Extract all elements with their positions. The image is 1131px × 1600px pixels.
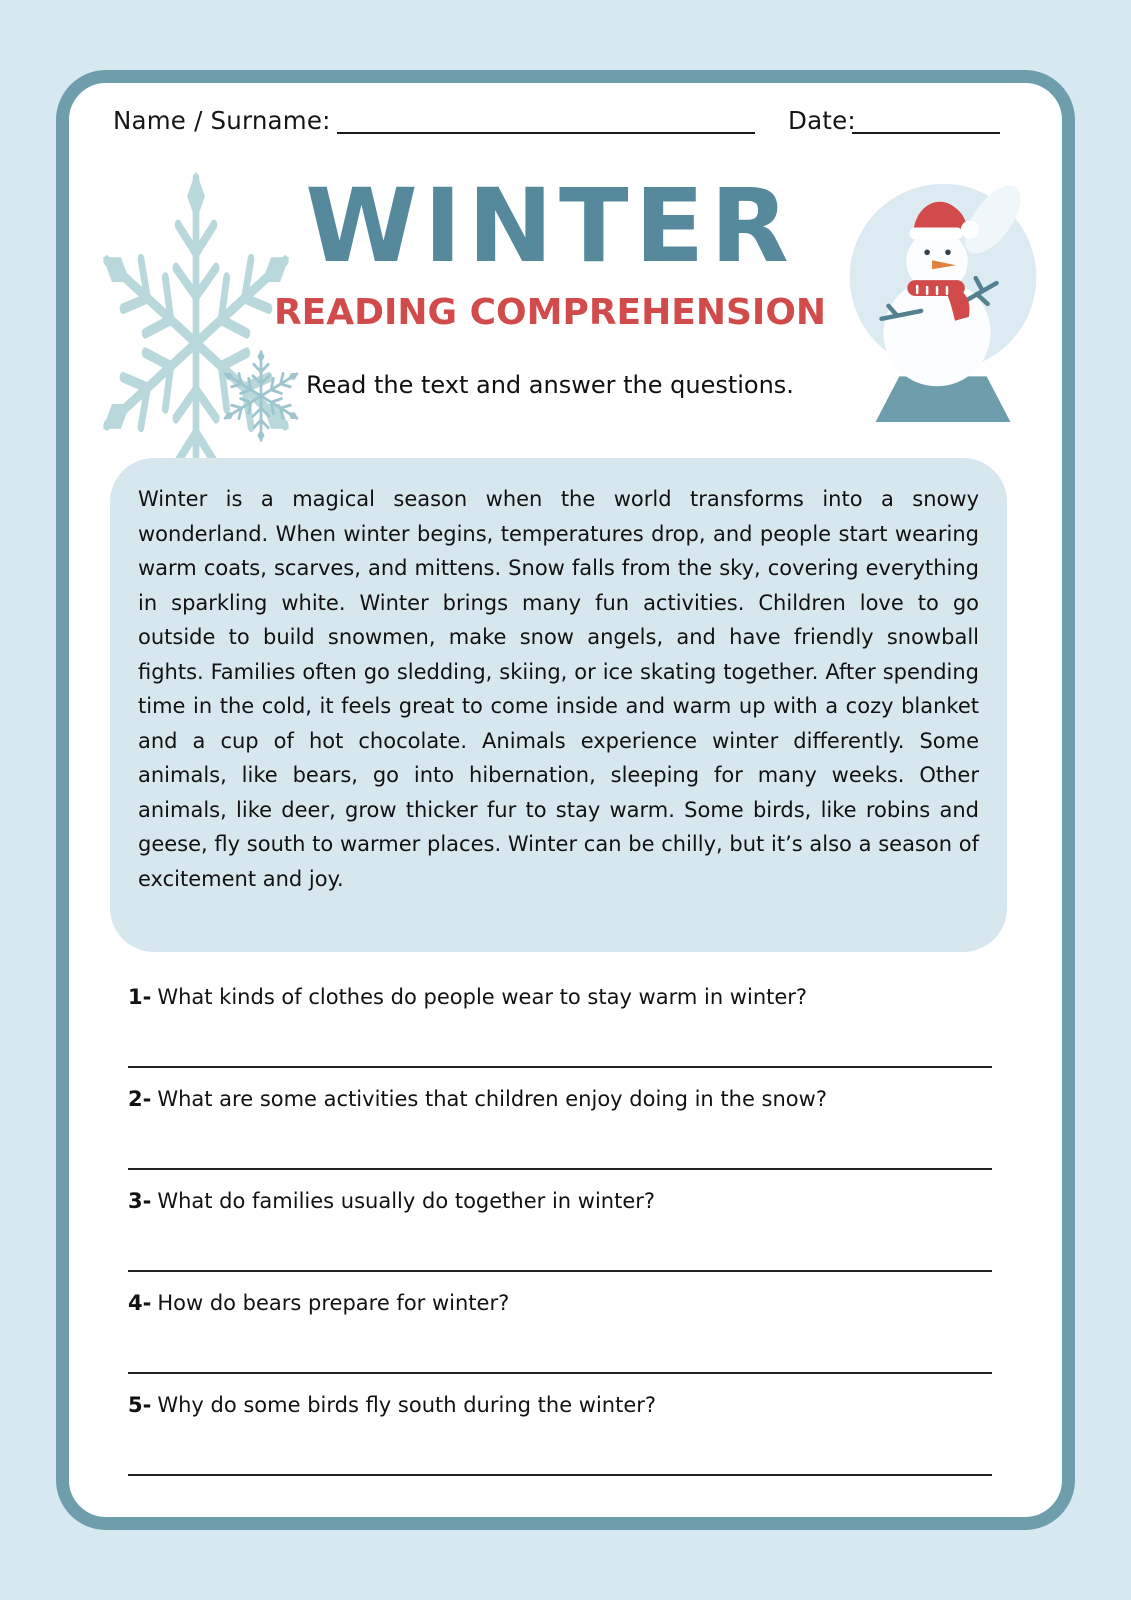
page-subtitle: READING COMPREHENSION	[273, 292, 827, 334]
question-text: 5- Why do some birds fly south during the winter?	[128, 1393, 657, 1417]
questions-list	[128, 982, 992, 1492]
question-item	[128, 1084, 992, 1170]
question-text: 1- What kinds of clothes do people wear to stay warm in winter?	[128, 985, 808, 1009]
snowglobe-snowman-icon	[842, 166, 1044, 424]
question-number: 5-	[128, 1393, 152, 1417]
date-label: Date:	[788, 106, 856, 135]
page-title: WINTER	[305, 167, 795, 286]
answer-line[interactable]	[128, 1270, 992, 1272]
question-text: 4- How do bears prepare for winter?	[128, 1291, 510, 1315]
instruction-text: Read the text and answer the questions.	[306, 371, 794, 400]
question-item	[128, 1288, 992, 1374]
question-item	[128, 982, 992, 1068]
question-number: 2-	[128, 1087, 152, 1111]
name-surname-label: Name / Surname:	[113, 106, 331, 135]
answer-line[interactable]	[128, 1066, 992, 1068]
name-input-line[interactable]	[337, 104, 755, 134]
answer-line[interactable]	[128, 1474, 992, 1476]
question-number: 4-	[128, 1291, 152, 1315]
question-text: 2- What are some activities that children enjoy doing in the snow?	[128, 1087, 827, 1111]
title-block	[250, 167, 850, 400]
question-text: 3- What do families usually do together in winter?	[128, 1189, 656, 1213]
question-item	[128, 1390, 992, 1476]
question-number: 1-	[128, 985, 152, 1009]
answer-line[interactable]	[128, 1372, 992, 1374]
date-input-line[interactable]	[852, 104, 1000, 134]
question-number: 3-	[128, 1189, 152, 1213]
question-item	[128, 1186, 992, 1272]
reading-passage: Winter is a magical season when the world transforms into a snowy wonderland. When winter begins, temperatures drop, and people start wearing warm coats, scarves, and mittens. Snow falls from the sky, covering everything in sparkling white. Winter brings many fun activities. Children love to go outside to build snowmen, make snow angels, and have friendly snowball fights. Families often go sledding, skiing, or ice skating together. After spending time in the cold, it feels great to come inside and warm up with a cozy blanket and a cup of hot chocolate. Animals experience winter differently. Some animals, like bears, go into hibernation, sleeping for many weeks. Other animals, like deer, grow thicker fur to stay warm. Some birds, like robins and geese, fly south to warmer places. Winter can be chilly, but it’s also a season of excitement and joy.	[110, 458, 1007, 952]
answer-line[interactable]	[128, 1168, 992, 1170]
